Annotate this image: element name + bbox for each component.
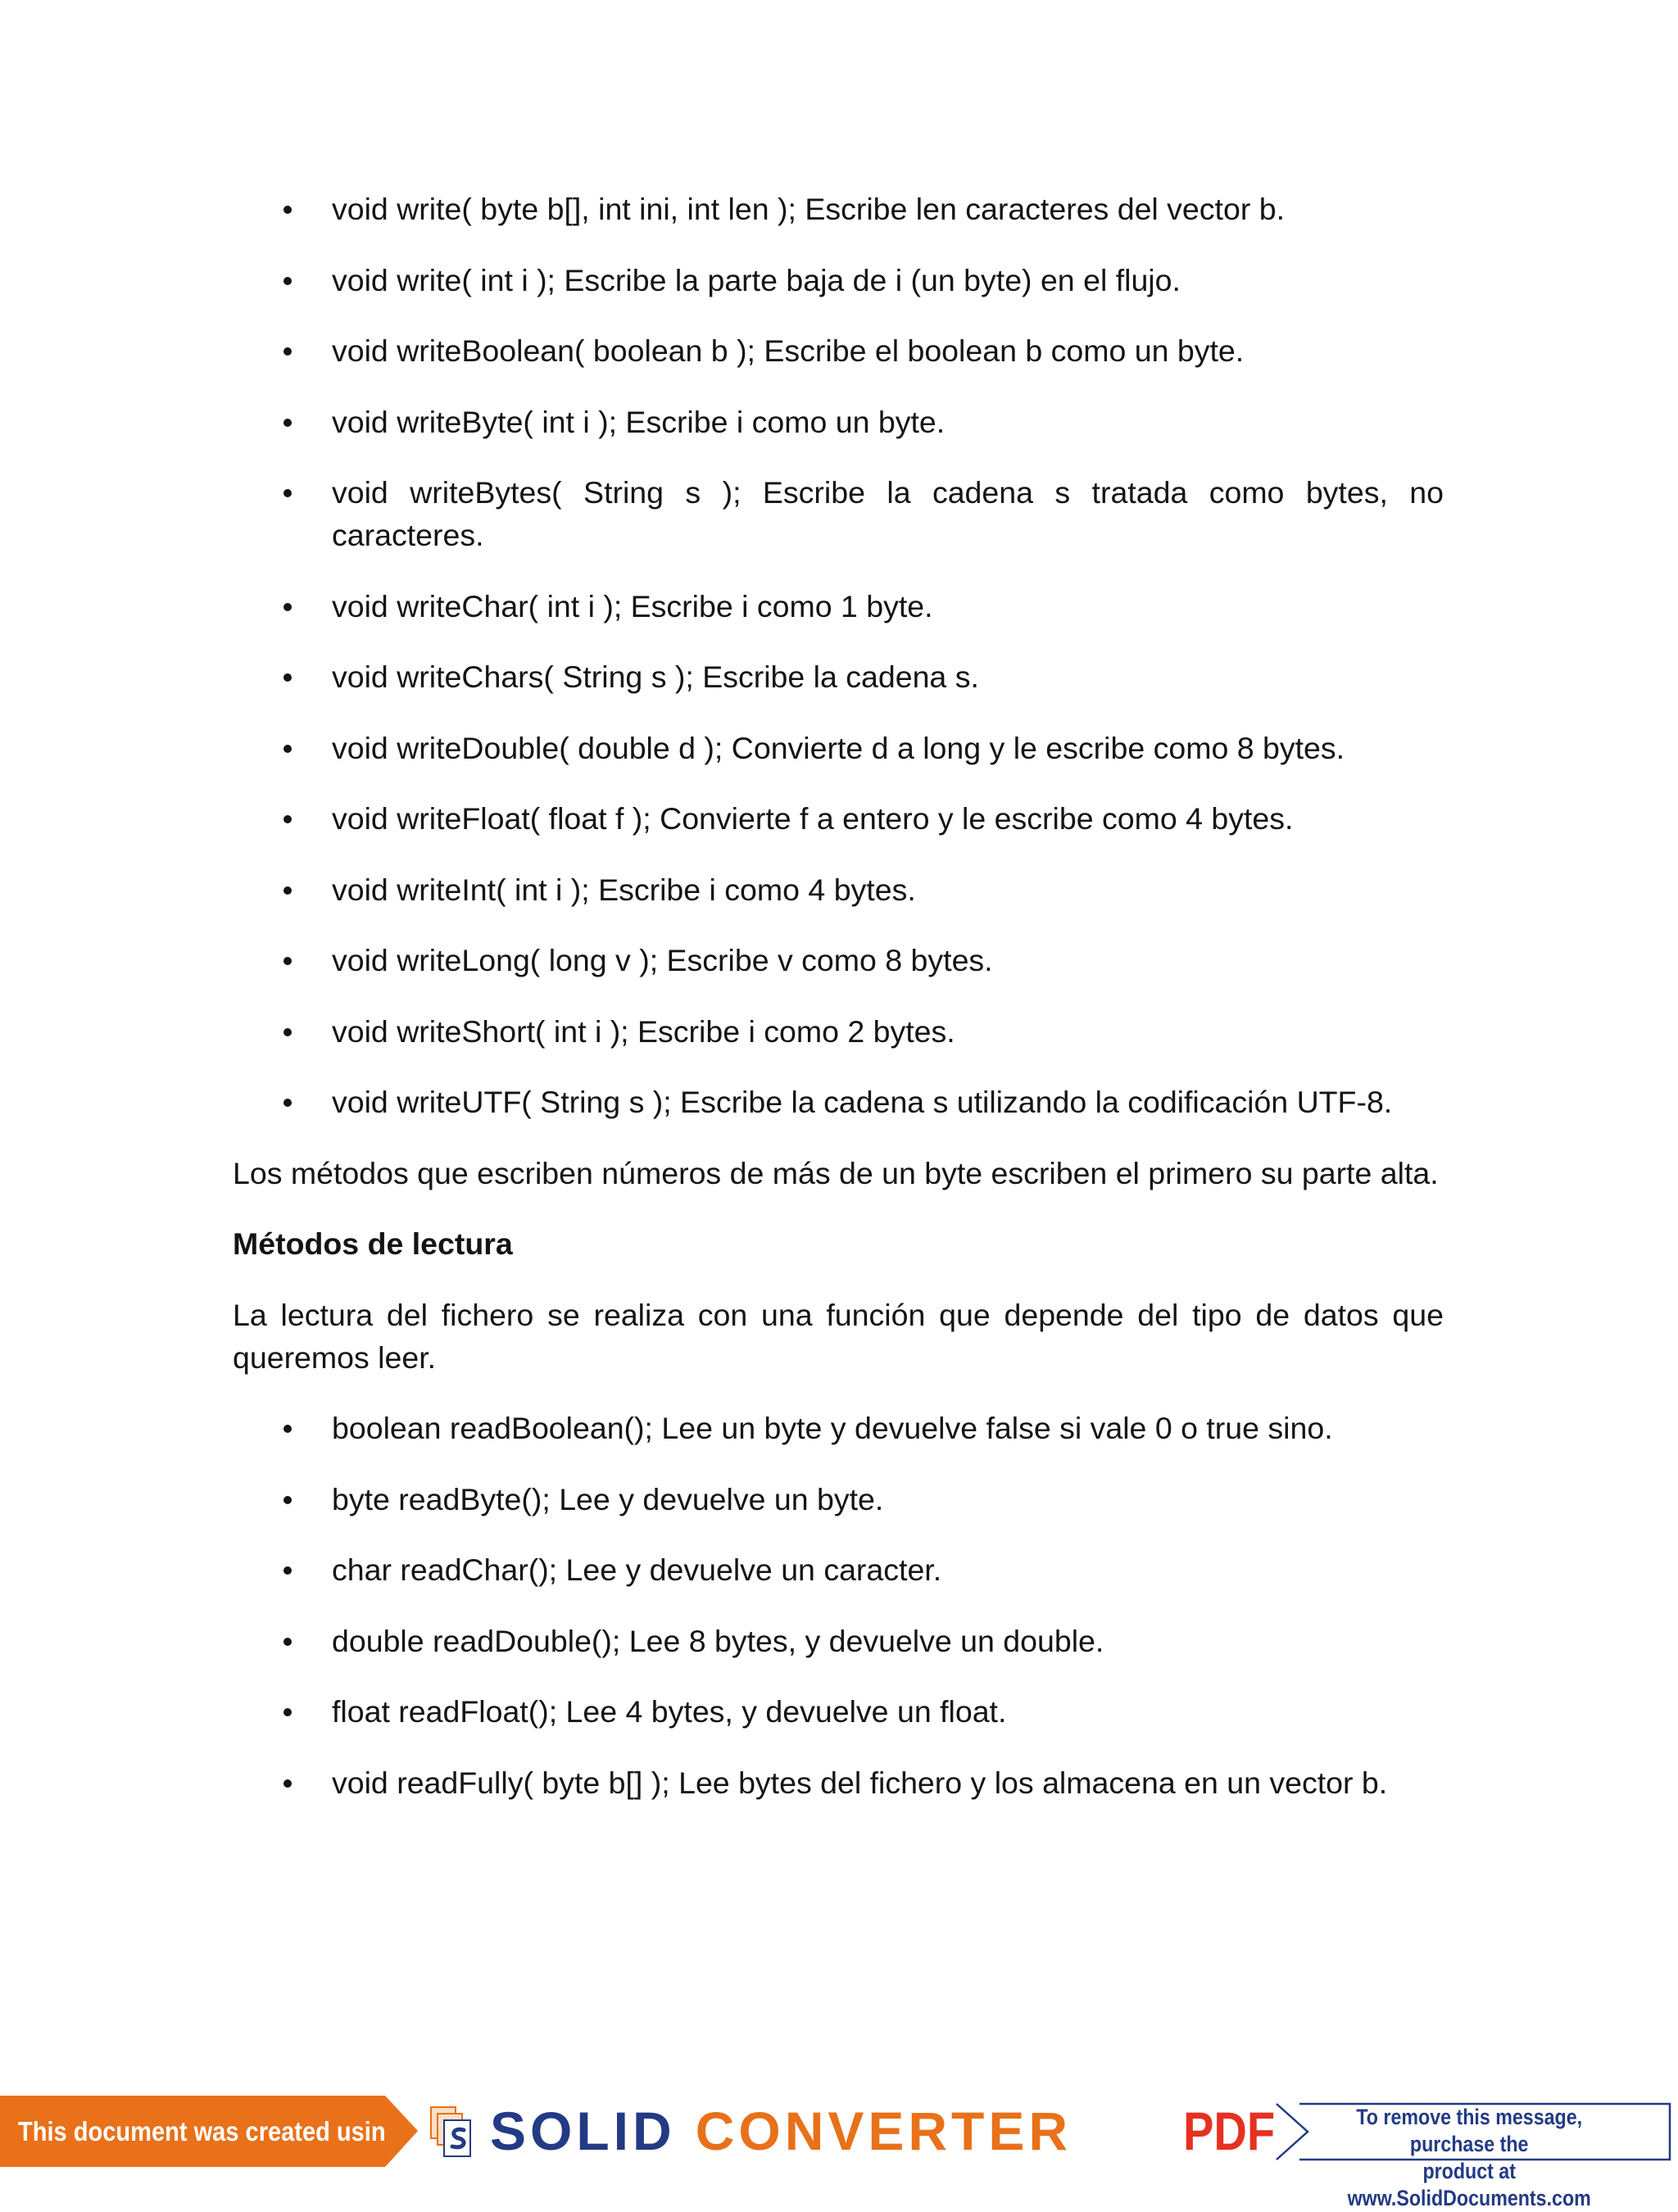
read-methods-heading: Métodos de lectura <box>233 1226 513 1261</box>
list-item <box>233 868 1444 911</box>
list-item <box>233 329 1444 372</box>
list-item-text: void writeInt( int i ); Escribe i como 4 bytes. <box>332 872 916 907</box>
list-item <box>233 727 1444 769</box>
list-item <box>233 655 1444 698</box>
bullet-icon <box>283 206 292 214</box>
watermark-banner <box>0 2096 1678 2210</box>
bullet-icon <box>283 419 292 427</box>
list-item <box>233 1761 1444 1804</box>
bullet-icon <box>283 277 292 285</box>
list-item <box>233 401 1444 443</box>
bullet-icon <box>283 1566 292 1575</box>
bullet-icon <box>283 1708 292 1716</box>
list-item <box>233 1407 1444 1449</box>
purchase-link-box[interactable] <box>1275 2102 1671 2210</box>
bullet-icon <box>283 745 292 753</box>
list-item <box>233 1010 1444 1053</box>
bullet-icon <box>283 1779 292 1788</box>
bullet-icon <box>283 1099 292 1107</box>
list-item-text: char readChar(); Lee y devuelve un caracter. <box>332 1552 942 1587</box>
list-item-text: void write( byte b[], int ini, int len ); Escribe len caracteres del vector b. <box>332 192 1285 226</box>
list-item-text: void writeShort( int i ); Escribe i como 2 bytes. <box>332 1013 955 1049</box>
list-item-text: void writeDouble( double d ); Convierte d a long y le escribe como 8 bytes. <box>332 730 1345 765</box>
list-item-text: void writeChars( String s ); Escribe la cadena s. <box>332 660 979 694</box>
list-item-text: void writeBoolean( boolean b ); Escribe el boolean b como un byte. <box>332 333 1245 368</box>
list-item <box>233 939 1444 981</box>
list-item <box>233 259 1444 301</box>
read-methods-list <box>233 1407 1444 1804</box>
brand-pdf-text: PDF <box>1183 2101 1276 2161</box>
banner-left-panel <box>0 2096 401 2167</box>
write-note-paragraph: Los métodos que escriben números de más de un byte escriben el primero su parte alta. <box>233 1155 1439 1190</box>
remove-message-text <box>1314 2104 1624 2212</box>
bullet-icon <box>283 815 292 823</box>
bullet-icon <box>283 957 292 965</box>
bullet-icon <box>283 1638 292 1646</box>
bullet-icon <box>283 489 292 497</box>
list-item <box>233 1081 1444 1123</box>
list-item <box>233 585 1444 628</box>
brand-solid-text: SOLID <box>490 2101 676 2161</box>
list-item-text: void writeUTF( String s ); Escribe la cadena s utilizando la codificación UTF-8. <box>332 1085 1393 1119</box>
list-item-text: boolean readBoolean(); Lee un byte y devuelve false si vale 0 o true sino. <box>332 1411 1333 1445</box>
list-item <box>233 1478 1444 1521</box>
list-item-text: void writeChar( int i ); Escribe i como 1 byte. <box>332 588 933 623</box>
list-item <box>233 188 1444 230</box>
list-item-text: double readDouble(); Lee 8 bytes, y devuelve un double. <box>332 1623 1104 1658</box>
write-methods-list <box>233 188 1444 1123</box>
list-item-text: void writeFloat( float f ); Convierte f a entero y le escribe como 4 bytes. <box>332 801 1294 836</box>
bullet-icon <box>283 1028 292 1036</box>
list-item-text: void readFully( byte b[] ); Lee bytes del fichero y los almacena en un vector b. <box>332 1765 1388 1800</box>
list-item-text: void writeByte( int i ); Escribe i como un byte. <box>332 404 946 439</box>
document-body <box>233 188 1444 1832</box>
brand-name <box>490 2096 1072 2167</box>
bullet-icon <box>283 886 292 895</box>
list-item-text: void writeLong( long v ); Escribe v como 8 bytes. <box>332 943 993 977</box>
list-item-text: float readFloat(); Lee 4 bytes, y devuelve un float. <box>332 1694 1007 1729</box>
bullet-icon <box>283 1425 292 1433</box>
bullet-icon <box>283 673 292 682</box>
list-item-text: void write( int i ); Escribe la parte baja de i (un byte) en el flujo. <box>332 262 1181 297</box>
list-item <box>233 1690 1444 1733</box>
list-item-text: byte readByte(); Lee y devuelve un byte. <box>332 1481 884 1516</box>
list-item-text: void writeBytes( String s ); Escribe la cadena s tratada como bytes, no caracteres. <box>332 475 1444 552</box>
document-logo-icon <box>428 2105 477 2160</box>
remove-message-line: To remove this message, purchase the <box>1356 2105 1583 2156</box>
list-item <box>233 1548 1444 1591</box>
list-item <box>233 797 1444 840</box>
brand-converter-text: CONVERTER <box>695 2101 1073 2161</box>
banner-arrow-icon <box>385 2096 418 2167</box>
remove-message-line: product at www.SolidDocuments.com <box>1347 2159 1591 2210</box>
list-item <box>233 1620 1444 1662</box>
list-item <box>233 471 1444 556</box>
bullet-icon <box>283 603 292 611</box>
bullet-icon <box>283 347 292 356</box>
bullet-icon <box>283 1496 292 1504</box>
read-intro-paragraph: La lectura del fichero se realiza con una función que depende del tipo de datos que queremos leer. <box>233 1297 1444 1375</box>
created-using-text: This document was created using <box>18 2116 401 2146</box>
